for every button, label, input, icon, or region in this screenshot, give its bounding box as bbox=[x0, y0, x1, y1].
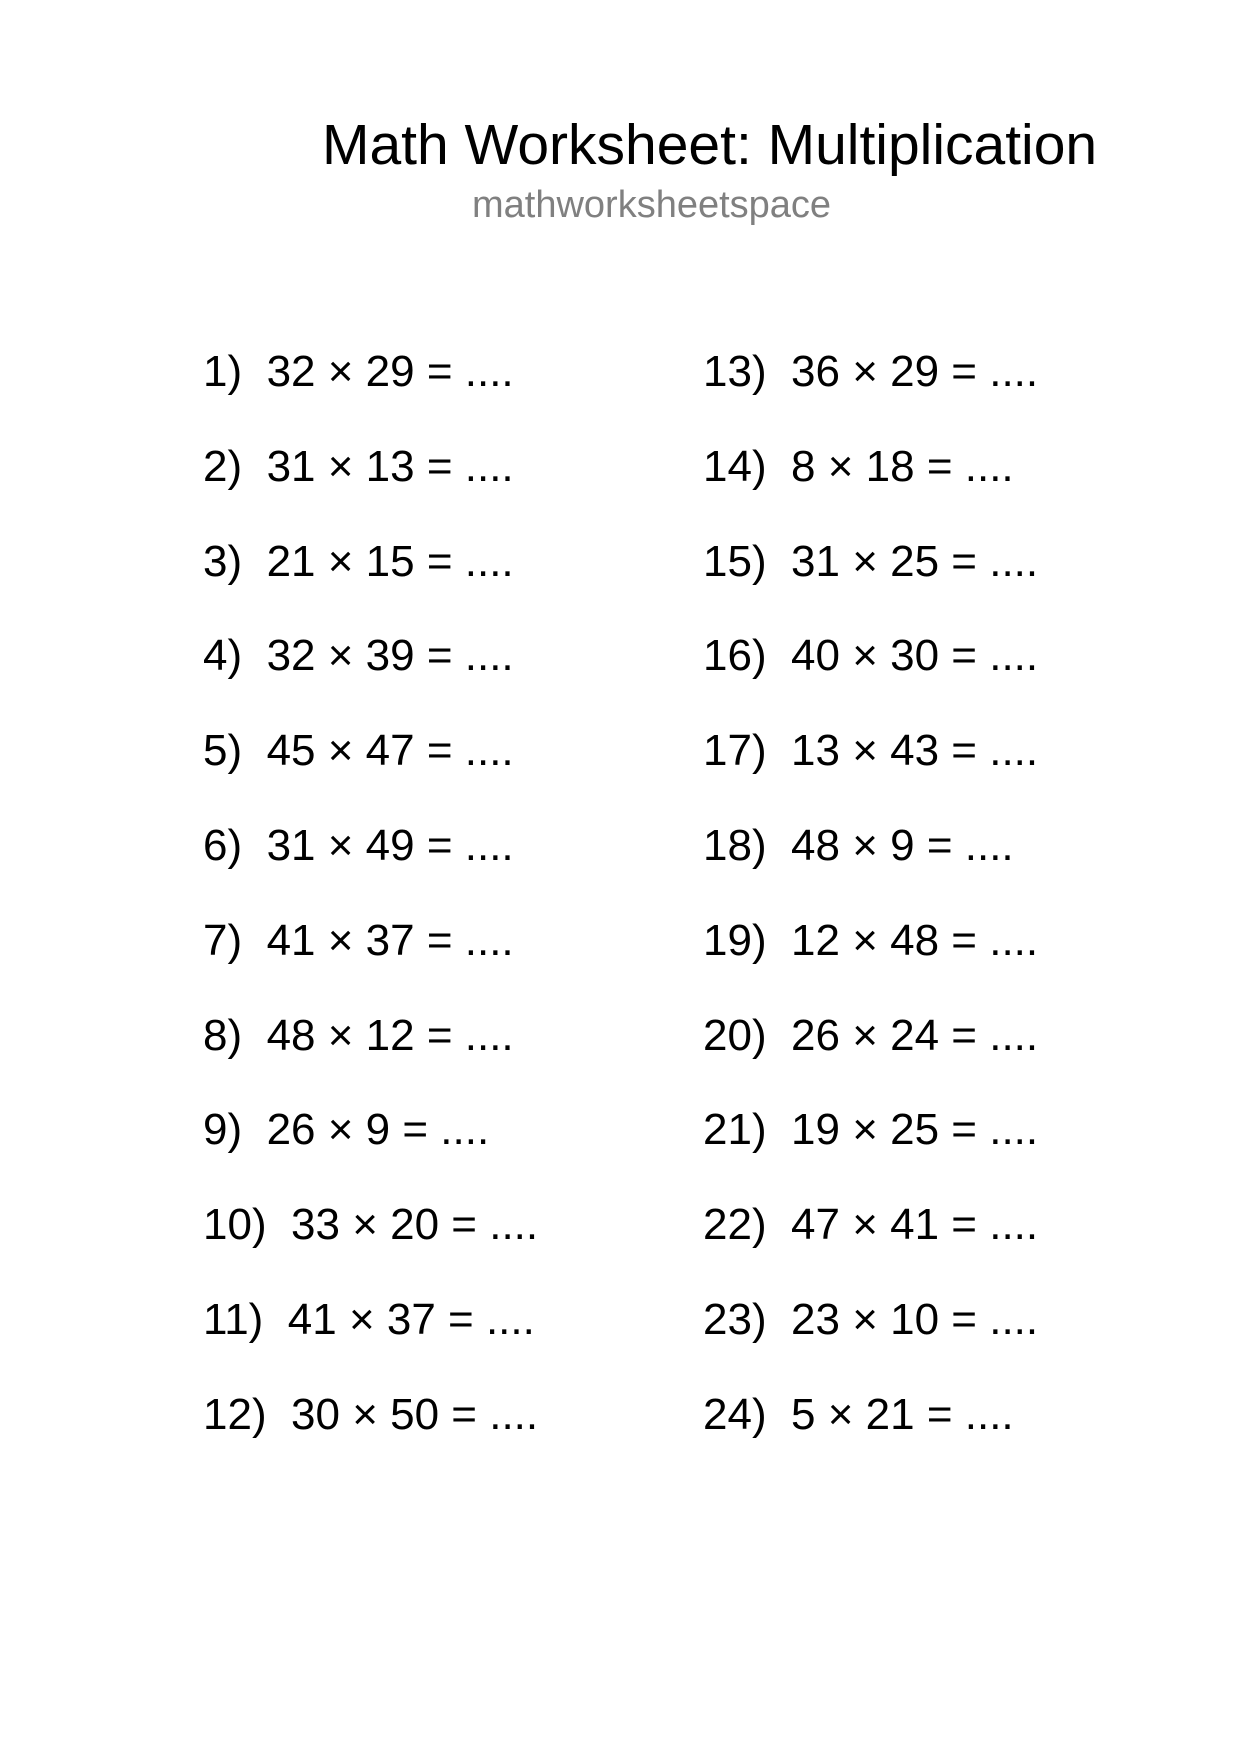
problem-expression: 41 × 37 = .... bbox=[287, 1294, 535, 1344]
problem-number: 24) bbox=[703, 1389, 767, 1439]
problem-item bbox=[703, 1200, 1039, 1298]
problem-number: 11) bbox=[203, 1294, 264, 1344]
problem-expression: 5 × 21 = .... bbox=[791, 1389, 1014, 1439]
problem-number: 12) bbox=[203, 1389, 267, 1439]
problem-number: 7) bbox=[203, 915, 243, 965]
problem-item bbox=[203, 820, 538, 919]
problem-expression: 47 × 41 = .... bbox=[791, 1200, 1039, 1250]
problem-item bbox=[703, 631, 1039, 729]
problem-item bbox=[703, 1389, 1038, 1488]
problem-column-right bbox=[703, 347, 1039, 1488]
problem-number: 2) bbox=[203, 441, 243, 491]
problem-number: 6) bbox=[203, 820, 243, 870]
problem-expression: 48 × 12 = .... bbox=[266, 1010, 514, 1060]
problem-expression: 26 × 9 = .... bbox=[266, 1105, 490, 1155]
problem-number: 10) bbox=[203, 1200, 267, 1250]
problem-expression: 26 × 24 = .... bbox=[791, 1010, 1039, 1060]
problem-number: 5) bbox=[203, 726, 243, 776]
problem-item bbox=[703, 441, 1038, 540]
problem-expression: 19 × 25 = .... bbox=[791, 1105, 1039, 1155]
problem-item bbox=[703, 347, 1039, 445]
problem-number: 14) bbox=[703, 441, 767, 491]
problem-item bbox=[703, 1105, 1039, 1203]
problem-expression: 8 × 18 = .... bbox=[791, 441, 1014, 491]
problem-number: 1) bbox=[203, 347, 243, 396]
problem-expression: 48 × 9 = .... bbox=[791, 820, 1014, 870]
problem-expression: 31 × 25 = .... bbox=[791, 536, 1039, 586]
problem-expression: 36 × 29 = .... bbox=[791, 347, 1039, 396]
problem-item bbox=[203, 915, 538, 1014]
problem-number: 23) bbox=[703, 1294, 767, 1344]
problem-item bbox=[203, 441, 538, 540]
worksheet-title: Math Worksheet: Multiplication bbox=[322, 113, 1098, 177]
worksheet-source: mathworksheetspace bbox=[472, 184, 832, 226]
problem-number: 3) bbox=[203, 536, 243, 586]
problem-expression: 31 × 13 = .... bbox=[266, 441, 514, 491]
problem-item bbox=[203, 1389, 539, 1488]
problem-item bbox=[203, 631, 538, 729]
problem-item bbox=[203, 1200, 539, 1298]
problem-number: 16) bbox=[703, 631, 767, 681]
problem-number: 20) bbox=[703, 1010, 767, 1060]
problem-item bbox=[703, 536, 1039, 635]
problem-item bbox=[703, 820, 1038, 919]
problem-item bbox=[203, 536, 538, 635]
problem-expression: 32 × 29 = .... bbox=[266, 347, 514, 396]
problem-number: 13) bbox=[703, 347, 767, 396]
problem-item bbox=[203, 1010, 538, 1109]
problem-number: 21) bbox=[703, 1105, 767, 1155]
problem-expression: 33 × 20 = .... bbox=[291, 1200, 539, 1250]
problem-number: 18) bbox=[703, 820, 767, 870]
problem-number: 15) bbox=[703, 536, 767, 586]
problem-number: 22) bbox=[703, 1200, 767, 1250]
problem-expression: 30 × 50 = .... bbox=[291, 1389, 539, 1439]
problem-item bbox=[203, 726, 538, 824]
problem-expression: 12 × 48 = .... bbox=[791, 915, 1039, 965]
problem-item bbox=[703, 726, 1039, 824]
problem-number: 19) bbox=[703, 915, 767, 965]
problem-expression: 40 × 30 = .... bbox=[791, 631, 1039, 681]
problem-expression: 41 × 37 = .... bbox=[266, 915, 514, 965]
problem-expression: 23 × 10 = .... bbox=[791, 1294, 1039, 1344]
problem-number: 9) bbox=[203, 1105, 243, 1155]
problem-expression: 13 × 43 = .... bbox=[791, 726, 1039, 776]
problem-expression: 21 × 15 = .... bbox=[266, 536, 514, 586]
problem-number: 8) bbox=[203, 1010, 243, 1060]
problem-item bbox=[203, 1105, 538, 1203]
problem-item bbox=[203, 347, 538, 445]
problem-expression: 45 × 47 = .... bbox=[266, 726, 514, 776]
problem-item bbox=[703, 1010, 1039, 1109]
problem-expression: 32 × 39 = .... bbox=[266, 631, 514, 681]
problem-item bbox=[203, 1294, 538, 1393]
problem-item bbox=[703, 1294, 1039, 1393]
problem-number: 4) bbox=[203, 631, 243, 681]
problem-number: 17) bbox=[703, 726, 767, 776]
problem-expression: 31 × 49 = .... bbox=[266, 820, 514, 870]
problem-column-left bbox=[203, 347, 539, 1488]
problem-item bbox=[703, 915, 1039, 1014]
